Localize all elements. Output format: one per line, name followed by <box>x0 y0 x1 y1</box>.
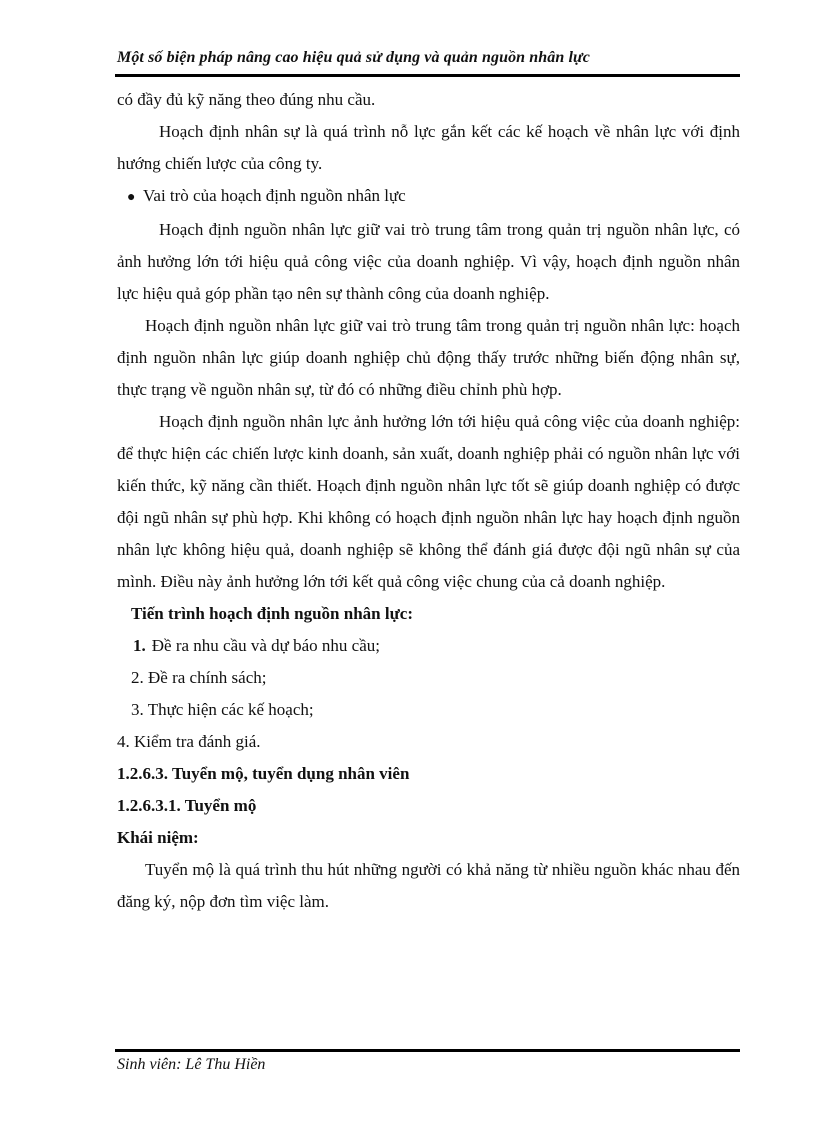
paragraph-recruitment-definition: Tuyển mộ là quá trình thu hút những người có khả năng từ nhiều nguồn khác nhau đến đăng ký, nộp đơn tìm việc làm. <box>117 860 740 911</box>
step-number: 2. <box>131 668 144 687</box>
document-title: Một số biện pháp nâng cao hiệu quả sử dụng và quản nguồn nhân lực <box>117 49 590 66</box>
paragraph-continuation: có đầy đủ kỹ năng theo đúng nhu cầu. <box>117 90 376 109</box>
paragraph-role-central: Hoạch định nguồn nhân lực giữ vai trò trung tâm trong quản trị nguồn nhân lực: hoạch định nguồn nhân lực giúp doanh nghiệp chủ động thấy trước những biến động nhân sự, thực trạng về nguồn nhân sự, từ đó có những điều chỉnh phù hợp. <box>117 316 740 399</box>
process-step <box>117 726 740 758</box>
page-footer <box>115 1049 740 1073</box>
student-name: Sinh viên: Lê Thu Hiền <box>117 1056 266 1073</box>
bullet-item-role <box>117 180 740 214</box>
process-step <box>117 662 740 694</box>
subsection-heading: 1.2.6.3.1. Tuyển mộ <box>117 796 257 815</box>
step-number: 3. <box>131 700 144 719</box>
step-text: Thực hiện các kế hoạch; <box>147 700 314 719</box>
step-number: 1. <box>133 636 146 655</box>
process-step <box>117 630 740 662</box>
section-heading: 1.2.6.3. Tuyển mộ, tuyển dụng nhân viên <box>117 764 410 783</box>
step-number: 4. <box>117 732 130 751</box>
bullet-item-label: Vai trò của hoạch định nguồn nhân lực <box>143 186 406 205</box>
step-text: Kiểm tra đánh giá. <box>134 732 261 751</box>
process-heading: Tiến trình hoạch định nguồn nhân lực: <box>131 604 413 623</box>
step-text: Đề ra chính sách; <box>148 668 267 687</box>
document-body <box>117 84 740 918</box>
bullet-dot-icon: ● <box>127 190 136 205</box>
paragraph-role-impact: Hoạch định nguồn nhân lực ảnh hưởng lớn tới hiệu quả công việc của doanh nghiệp: để thực hiện các chiến lược kinh doanh, sản xuất, doanh nghiệp phải có nguồn nhân lực với kiến thức, kỹ năng cần thiết. Hoạch định nguồn nhân lực tốt sẽ giúp doanh nghiệp có được đội ngũ nhân sự phù hợp. Khi không có hoạch định nguồn nhân lực hay hoạch định nguồn nhân lực không hiệu quả, doanh nghiệp sẽ không thể đánh giá được đội ngũ nhân sự của mình. Điều này ảnh hưởng lớn tới kết quả công việc chung của cả doanh nghiệp. <box>117 412 740 591</box>
paragraph-definition: Hoạch định nhân sự là quá trình nỗ lực gắn kết các kế hoạch về nhân lực với định hướng chiến lược của công ty. <box>117 122 740 173</box>
step-text: Đề ra nhu cầu và dự báo nhu cầu; <box>151 636 380 655</box>
process-step <box>117 694 740 726</box>
concept-heading: Khái niệm: <box>117 828 199 847</box>
page-header <box>115 48 740 77</box>
paragraph-role-overview: Hoạch định nguồn nhân lực giữ vai trò trung tâm trong quản trị nguồn nhân lực, có ảnh hưởng lớn tới hiệu quả công việc của doanh nghiệp. Vì vậy, hoạch định nguồn nhân lực hiệu quả góp phần tạo nên sự thành công của doanh nghiệp. <box>117 220 740 303</box>
